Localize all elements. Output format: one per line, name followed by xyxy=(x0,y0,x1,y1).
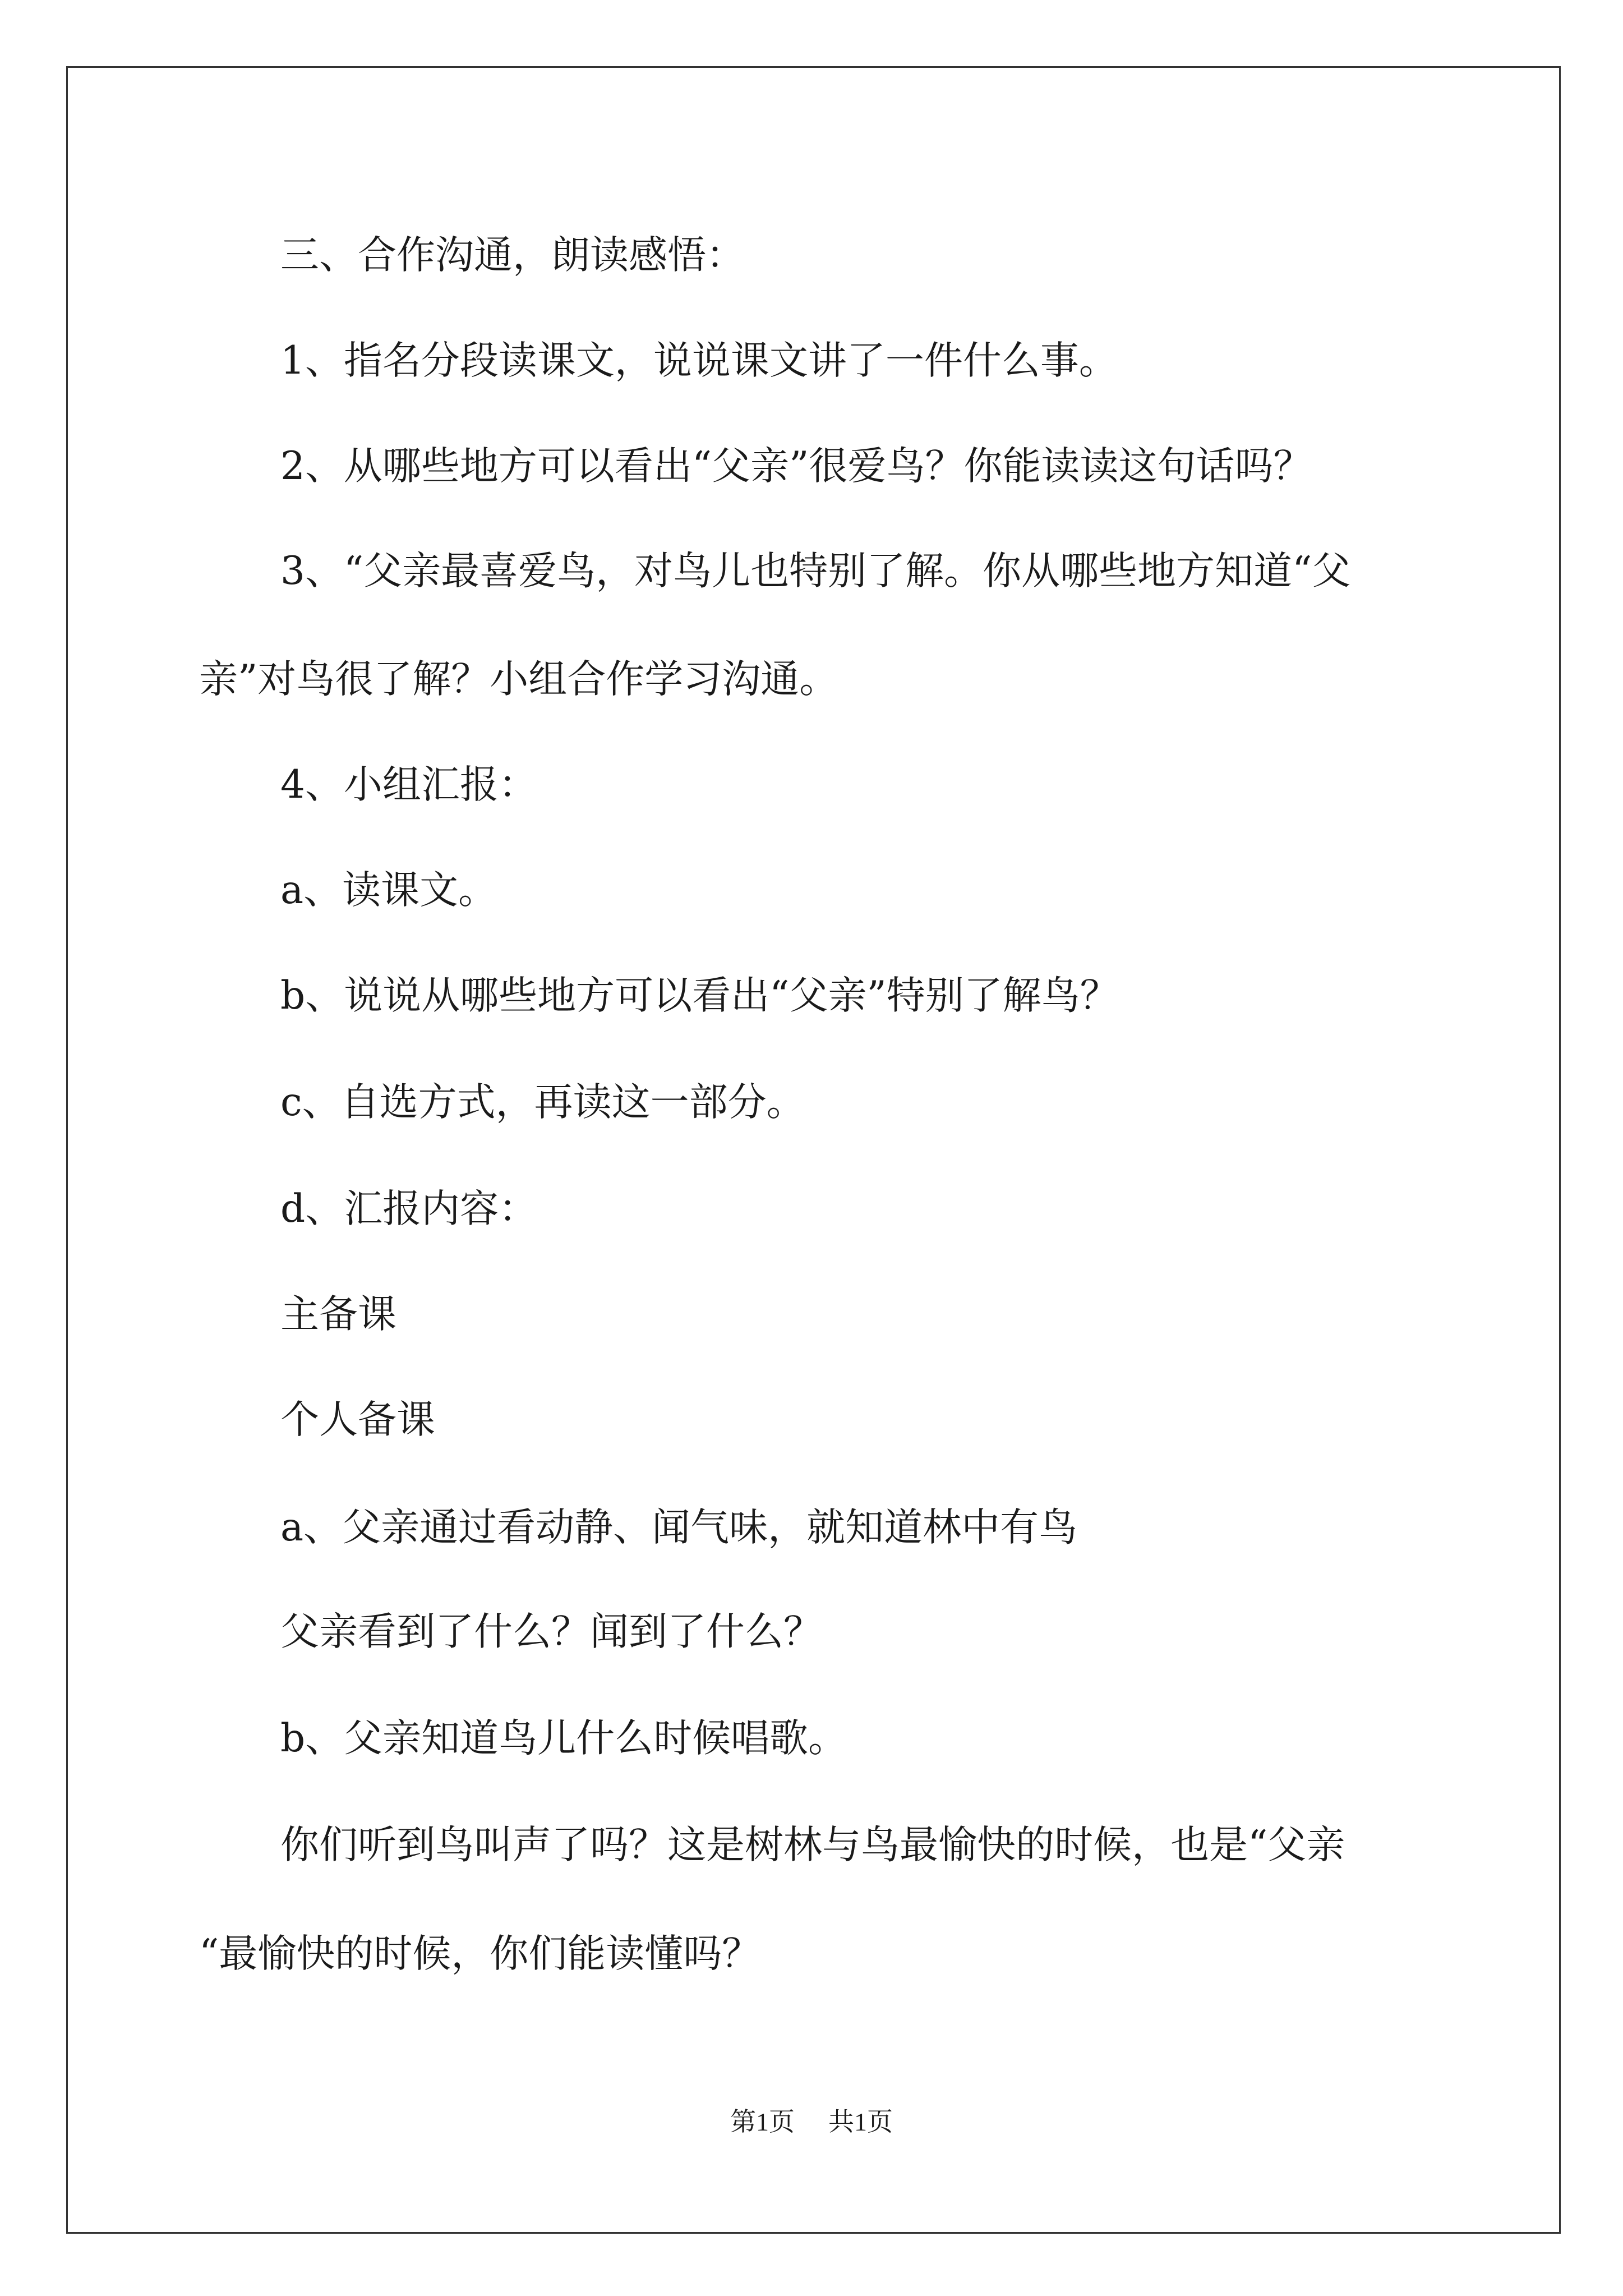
list-item: a、父亲通过看动静、闻气味，就知道林中有鸟 xyxy=(280,1505,1078,1550)
list-item: a、读课文。 xyxy=(280,868,497,913)
page-border xyxy=(66,66,1561,2234)
section-heading: 三、合作沟通，朗读感悟： xyxy=(280,233,745,278)
page-footer xyxy=(0,2106,1623,2138)
paragraph: 4、小组汇报： xyxy=(280,762,537,807)
list-item: d、汇报内容： xyxy=(280,1186,538,1231)
list-item: b、说说从哪些地方可以看出“父亲”特别了解鸟？ xyxy=(280,973,1119,1018)
page-total: 共1页 xyxy=(828,2108,893,2136)
list-item: b、父亲知道鸟儿什么时候唱歌。 xyxy=(280,1716,847,1761)
list-item: c、自选方式，再读这一部分。 xyxy=(280,1080,805,1125)
paragraph: 3、“父亲最喜爱鸟，对鸟儿也特别了解。你从哪些地方知道“父 xyxy=(280,549,1351,593)
paragraph: 2、从哪些地方可以看出“父亲”很爱鸟？你能读读这句话吗？ xyxy=(280,444,1312,489)
paragraph: 主备课 xyxy=(280,1292,396,1337)
paragraph: 1、指名分段读课文，说说课文讲了一件什么事。 xyxy=(280,338,1118,383)
paragraph: 你们听到鸟叫声了吗？这是树林与鸟最愉快的时候，也是“父亲 xyxy=(280,1823,1345,1867)
page-number: 第1页 xyxy=(730,2108,795,2136)
paragraph-continued: 亲”对鸟很了解？小组合作学习沟通。 xyxy=(199,657,838,702)
paragraph-continued: “最愉快的时候，你们能读懂吗？ xyxy=(199,1931,761,1976)
paragraph: 个人备课 xyxy=(280,1397,435,1442)
paragraph: 父亲看到了什么？闻到了什么？ xyxy=(280,1609,822,1654)
